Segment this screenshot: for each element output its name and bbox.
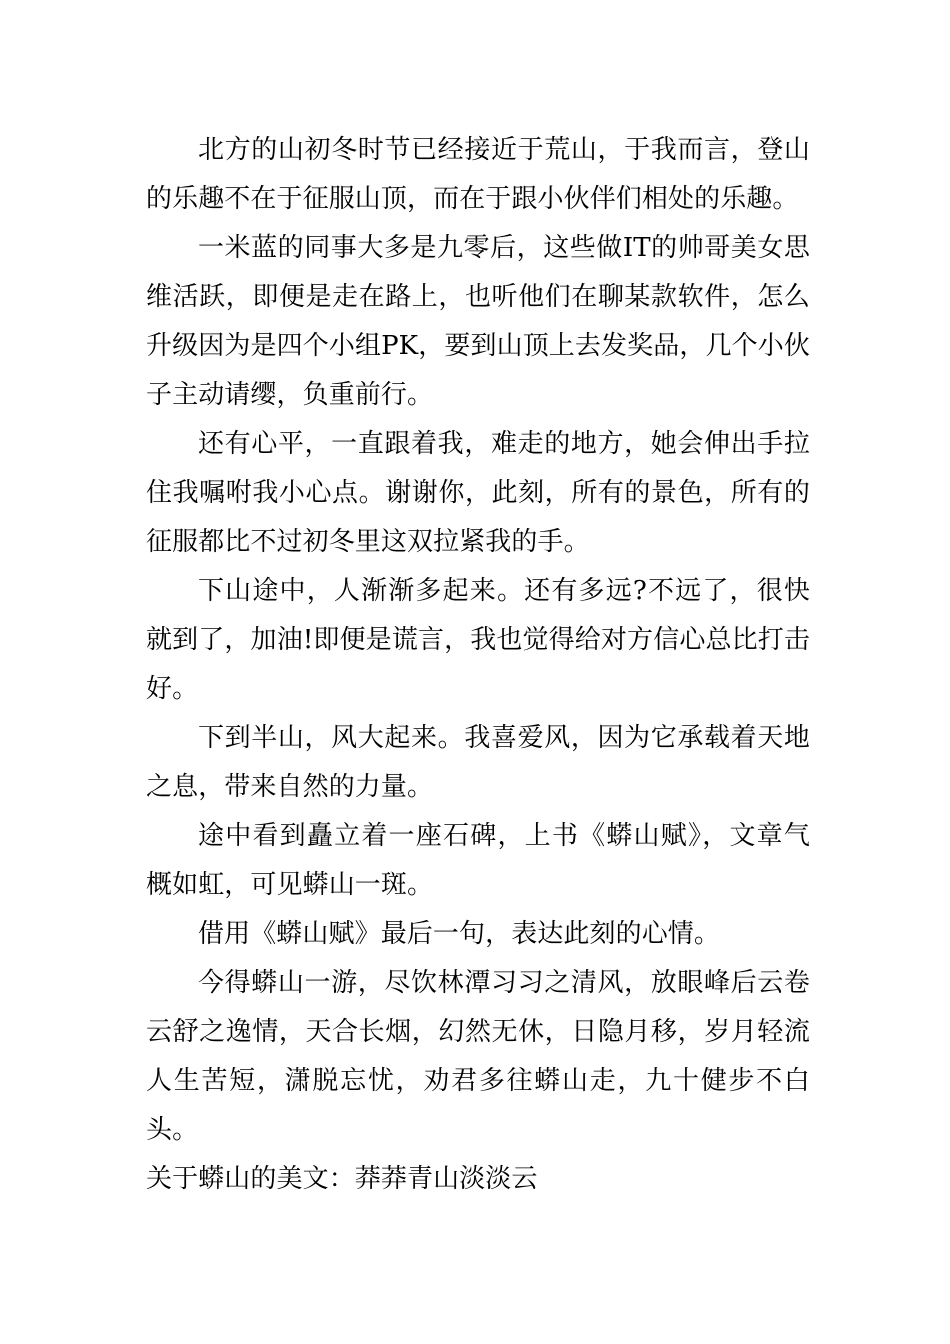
closing-heading: 关于蟒山的美文：莽莽青山淡淡云	[146, 1164, 538, 1194]
paragraph-6: 途中看到矗立着一座石碑，上书《蟒山赋》，文章气概如虹，可见蟒山一斑。	[146, 821, 810, 900]
paragraph-2: 一米蓝的同事大多是九零后，这些做IT的帅哥美女思维活跃，即便是走在路上，也听他们在聊某款软件，怎么升级因为是四个小组PK，要到山顶上去发奖品，几个小伙子主动请缨，负重前行。	[146, 233, 810, 410]
paragraph-7: 借用《蟒山赋》最后一句，表达此刻的心情。	[198, 919, 721, 949]
paragraph-3: 还有心平，一直跟着我，难走的地方，她会伸出手拉住我嘱咐我小心点。谢谢你，此刻，所有的景色，所有的征服都比不过初冬里这双拉紧我的手。	[146, 429, 810, 557]
paragraph-8: 今得蟒山一游，尽饮林潭习习之清风，放眼峰后云卷云舒之逸情，天合长烟，幻然无休，日隐月移，岁月轻流人生苦短，潇脱忘忧，劝君多往蟒山走，九十健步不白头。	[146, 968, 810, 1145]
paragraph-4: 下山途中，人渐渐多起来。还有多远?不远了，很快就到了，加油!即便是谎言，我也觉得给对方信心总比打击好。	[146, 576, 810, 704]
article-body	[146, 126, 810, 1204]
paragraph-1: 北方的山初冬时节已经接近于荒山，于我而言，登山的乐趣不在于征服山顶，而在于跟小伙伴们相处的乐趣。	[146, 135, 810, 214]
paragraph-5: 下到半山，风大起来。我喜爱风，因为它承载着天地之息，带来自然的力量。	[146, 723, 810, 802]
